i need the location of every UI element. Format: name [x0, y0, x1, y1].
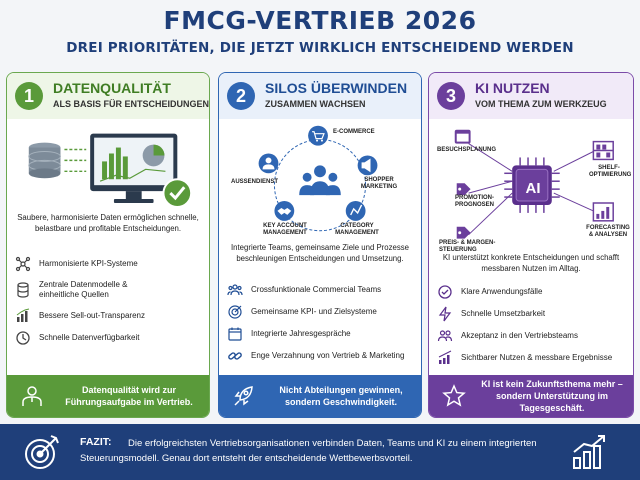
list-item-label: Harmonisierte KPI-Systeme — [39, 259, 138, 268]
list-item-label: Bessere Sell-out-Transparenz — [39, 311, 145, 320]
network-label: SHOPPER MARKETING — [360, 177, 398, 190]
header — [0, 0, 640, 70]
database-icon — [15, 282, 31, 298]
column-header — [429, 73, 633, 119]
target-icon — [227, 304, 243, 320]
column-datenqualitaet — [6, 72, 210, 418]
list-item — [15, 253, 203, 275]
column-description: Saubere, harmonisierte Daten ermöglichen schnelle, belastbare und profitable Entscheidungen. — [17, 213, 199, 233]
column-title: KI NUTZEN — [475, 80, 550, 96]
shelf-icon — [593, 142, 613, 160]
column-title: DATENQUALITÄT — [53, 80, 171, 96]
growth-chart-icon — [437, 350, 453, 366]
list-item — [227, 301, 415, 323]
target-icon — [22, 432, 62, 472]
list-item — [15, 275, 203, 305]
team-icon — [227, 282, 243, 298]
ecommerce-node — [308, 126, 328, 146]
column-description: Integrierte Teams, gemeinsame Ziele und Prozesse beschleunigen Entscheidungen und Umsetzung. — [231, 243, 409, 263]
ai-label: SHELF-OPTIMIERUNG — [589, 165, 632, 178]
column-footer — [429, 375, 633, 417]
column-subtitle: ALS BASIS FÜR ENTSCHEIDUNGEN — [53, 99, 210, 109]
tag-icon — [457, 227, 471, 239]
column-title: SILOS ÜBERWINDEN — [265, 80, 408, 96]
list-item-label: Zentrale Datenmodelle & einheitliche Quellen — [39, 280, 128, 299]
feature-list — [15, 253, 203, 349]
calendar-icon — [455, 130, 471, 144]
network-icon — [15, 256, 31, 272]
leader-icon — [19, 383, 45, 409]
fazit-banner — [0, 424, 640, 480]
people-icon — [437, 328, 453, 344]
fazit-text: Die erfolgreichsten Vertriebsorganisationen verbinden Daten, Teams und KI zu einem integrierten Steuerungsmodell. Genau dort entsteht der entscheidende Wettbewerbsvorteil. — [80, 438, 537, 464]
network-label: AUSSENDIENST — [231, 179, 279, 185]
aussendienst-node — [259, 153, 279, 173]
network-label: KEY ACCOUNT MANAGEMENT — [263, 223, 307, 236]
team-icon — [299, 165, 341, 195]
list-item-label: Klare Anwendungsfälle — [461, 287, 543, 296]
list-item-label: Crossfunktionale Commercial Teams — [251, 285, 382, 294]
list-item-label: Enge Verzahnung von Vertrieb & Marketing — [251, 351, 405, 360]
footer-text: Nicht Abteilungen gewinnen, sondern Geschwindigkeit. — [279, 385, 403, 407]
growth-chart-icon — [570, 432, 610, 472]
list-item — [227, 279, 415, 301]
list-item — [437, 303, 627, 325]
forecast-chart-icon — [593, 203, 613, 221]
column-number: 3 — [437, 82, 465, 110]
clock-icon — [15, 330, 31, 346]
column-header — [7, 73, 209, 119]
rocket-icon — [231, 383, 257, 409]
list-item-label: Sichtbarer Nutzen & messbare Ergebnisse — [461, 353, 613, 362]
page-subtitle: DREI PRIORITÄTEN, DIE JETZT WIRKLICH ENTSCHEIDEND WERDEN — [66, 40, 574, 56]
column-number: 1 — [15, 82, 43, 110]
link-icon — [227, 348, 243, 364]
footer-text: KI ist kein Zukunftsthema mehr – sondern Unterstützung im Tagesgeschäft. — [481, 379, 623, 413]
footer-text: Datenqualität wird zur Führungsaufgabe im Vertrieb. — [65, 385, 193, 407]
category-node — [346, 201, 366, 221]
star-icon — [441, 383, 467, 409]
list-item — [15, 305, 203, 327]
column-description: KI unterstützt konkrete Entscheidungen und schafft messbaren Nutzen im Alltag. — [442, 253, 620, 273]
check-icon — [437, 284, 453, 300]
list-item-label: Schnelle Umsetzbarkeit — [461, 309, 546, 318]
column-footer — [7, 375, 209, 417]
column-footer — [219, 375, 421, 417]
database-icon — [29, 143, 61, 179]
column-header — [219, 73, 421, 119]
list-item-label: Akzeptanz in den Vertriebsteams — [461, 331, 578, 340]
network-label: E-COMMERCE — [333, 129, 375, 135]
kam-node — [274, 201, 294, 221]
ai-chip-label: AI — [525, 180, 541, 197]
fazit-label: FAZIT: — [80, 436, 112, 448]
column-silos — [218, 72, 422, 418]
column-ki — [428, 72, 634, 418]
list-item-label: Integrierte Jahresgespräche — [251, 329, 351, 338]
bar-chart-icon — [15, 308, 31, 324]
list-item — [227, 345, 415, 367]
arrow-icon — [64, 150, 86, 172]
calendar-icon — [227, 326, 243, 342]
tag-icon — [457, 183, 471, 195]
bolt-icon — [437, 306, 453, 322]
page-title: FMCG-VERTRIEB 2026 — [163, 6, 477, 35]
list-item — [437, 347, 627, 369]
ai-label: FORECASTING & ANALYSEN — [586, 225, 630, 238]
list-item — [227, 323, 415, 345]
list-item — [437, 325, 627, 347]
feature-list — [227, 279, 415, 367]
list-item — [437, 281, 627, 303]
column-subtitle: VOM THEMA ZUM WERKZEUG — [475, 99, 607, 109]
ai-label: PREIS- & MARGEN-STEUERUNG — [439, 240, 496, 253]
ai-label: PROMOTION-PROGNOSEN — [455, 195, 495, 208]
list-item — [15, 327, 203, 349]
shopper-node — [358, 155, 378, 175]
feature-list — [437, 281, 627, 369]
column-number: 2 — [227, 82, 255, 110]
check-badge-icon — [163, 179, 191, 207]
ai-label: BESUCHSPLANUNG — [437, 147, 497, 153]
list-item-label: Gemeinsame KPI- und Zielsysteme — [251, 307, 377, 316]
column-subtitle: ZUSAMMEN WACHSEN — [265, 99, 366, 109]
list-item-label: Schnelle Datenverfügbarkeit — [39, 333, 140, 342]
network-label: CATEGORY MANAGEMENT — [335, 223, 379, 236]
